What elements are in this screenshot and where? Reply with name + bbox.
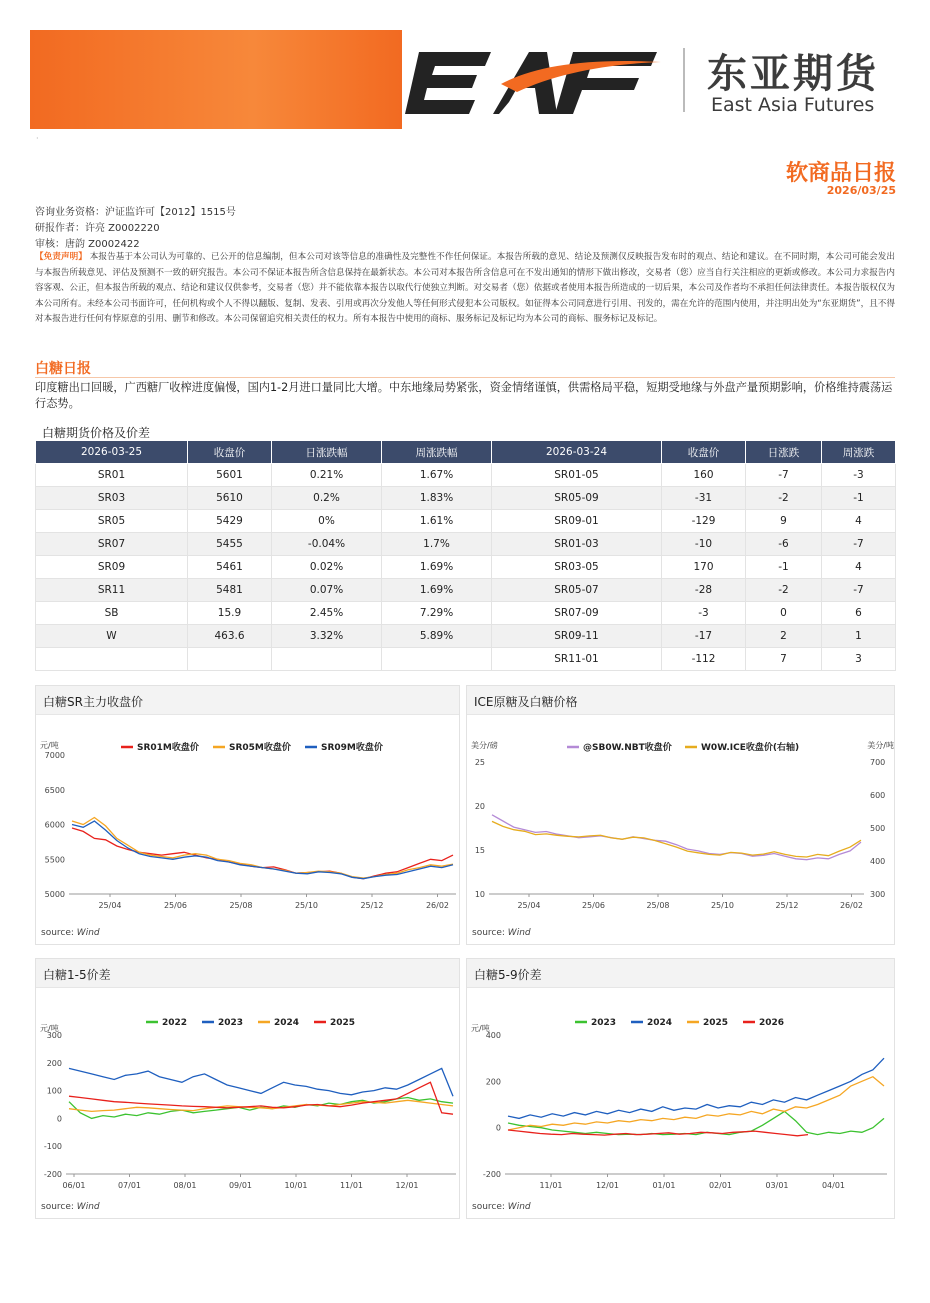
table-header-cell: 日涨跌 <box>746 441 822 464</box>
table-cell: 5.89% <box>382 625 492 648</box>
table-cell: 1.69% <box>382 579 492 602</box>
source-label: source: <box>472 928 505 938</box>
x-tick-label: 25/10 <box>710 901 735 910</box>
table-cell: SR05-07 <box>492 579 662 602</box>
chart-spread-1-5 <box>36 989 459 1195</box>
chart-spread-5-9 <box>467 989 894 1195</box>
y-tick-label: 25 <box>474 758 485 767</box>
legend-label: SR05M收盘价 <box>229 743 291 753</box>
x-tick-label: 12/01 <box>595 1181 620 1190</box>
report-date: 2026/03/25 <box>826 184 896 197</box>
table-cell: 1.83% <box>382 487 492 510</box>
table-cell: 5610 <box>188 487 272 510</box>
table-cell: 0.21% <box>272 464 382 487</box>
x-tick-label: 25/08 <box>229 901 253 910</box>
x-tick-label: 25/06 <box>163 901 188 910</box>
header-dot: · <box>36 134 39 143</box>
series-line <box>508 1058 884 1118</box>
y-tick-label: 15 <box>474 846 485 855</box>
table-cell: 170 <box>662 556 746 579</box>
logo-english-name: East Asia Futures <box>711 94 875 116</box>
table-cell: SR11-01 <box>492 648 662 671</box>
table-row <box>36 487 896 510</box>
y-tick-label: 200 <box>485 1077 501 1087</box>
x-tick-label: 25/12 <box>360 901 384 910</box>
series-line <box>69 1082 453 1114</box>
source-value: Wind <box>76 1202 100 1212</box>
source-value: Wind <box>507 1202 531 1212</box>
x-tick-label: 03/01 <box>765 1181 789 1190</box>
series-line <box>492 815 861 860</box>
legend-label: 2023 <box>218 1018 244 1028</box>
table-header-cell: 2026-03-25 <box>36 441 188 464</box>
table-cell: 1.61% <box>382 510 492 533</box>
y2-axis-unit: 美分/吨 <box>867 741 894 750</box>
table-cell: -1 <box>822 487 896 510</box>
legend-label: 2024 <box>647 1018 673 1028</box>
table-cell: 2 <box>746 625 822 648</box>
legend-label: 2024 <box>274 1018 300 1028</box>
x-tick-label: 25/12 <box>775 901 799 910</box>
x-tick-label: 25/04 <box>517 901 541 910</box>
x-tick-label: 07/01 <box>117 1181 142 1190</box>
table-cell: -3 <box>662 602 746 625</box>
source-label: source: <box>472 1202 505 1212</box>
chart-panel-spread-1-5 <box>35 958 460 1219</box>
chart-ice-raw-white <box>467 716 894 921</box>
series-line <box>492 821 861 857</box>
table-cell: 5455 <box>188 533 272 556</box>
table-cell: 3 <box>822 648 896 671</box>
y-tick-label: 0 <box>56 1114 62 1124</box>
y-tick-label: -100 <box>43 1142 62 1152</box>
table-header-cell: 收盘价 <box>188 441 272 464</box>
table-row <box>36 510 896 533</box>
chart-source <box>472 1202 531 1212</box>
chart-title: 白糖1-5价差 <box>43 968 111 982</box>
x-tick-label: 08/01 <box>173 1181 197 1190</box>
legend-label: W0W.ICE收盘价(右轴) <box>701 743 800 753</box>
chart-panel-ice <box>466 685 895 945</box>
market-summary: 印度糖出口回暖，广西糖厂收榨进度偏慢，国内1-2月进口量同比大增。中东地缘局势紧张，资金情绪谨慎，供需格局平稳，短期受地缘与外盘产量预期影响，价格维持震荡运行态势。 <box>35 381 893 410</box>
table-cell: 1.67% <box>382 464 492 487</box>
table-cell: SR01-03 <box>492 533 662 556</box>
eaf-logo-icon <box>405 44 665 116</box>
x-tick-label: 06/01 <box>62 1181 86 1190</box>
y2-tick-label: 500 <box>870 824 886 833</box>
table-cell: SR05 <box>36 510 188 533</box>
table-cell: 0% <box>272 510 382 533</box>
y-tick-label: 300 <box>46 1031 62 1040</box>
chart-title: 白糖5-9价差 <box>474 968 542 982</box>
table-row <box>36 602 896 625</box>
table-cell: SR01 <box>36 464 188 487</box>
qualification-line: 咨询业务资格：沪证监许可【2012】1515号 <box>35 207 236 218</box>
table-cell: -1 <box>746 556 822 579</box>
table-cell: 4 <box>822 510 896 533</box>
table-cell <box>188 648 272 671</box>
legend-label: @SB0W.NBT收盘价 <box>583 743 672 753</box>
logo-separator <box>683 48 685 112</box>
price-table <box>35 440 896 671</box>
section-title: 白糖日报 <box>35 361 91 377</box>
table-cell: 0.07% <box>272 579 382 602</box>
chart-source <box>41 928 100 938</box>
series-line <box>72 828 453 879</box>
table-cell: 9 <box>746 510 822 533</box>
table-cell: 6 <box>822 602 896 625</box>
y-axis-unit: 美分/磅 <box>471 741 498 750</box>
table-cell: 5461 <box>188 556 272 579</box>
series-line <box>508 1111 884 1134</box>
table-row <box>36 556 896 579</box>
legend-label: 2023 <box>591 1018 617 1028</box>
table-cell: 1 <box>822 625 896 648</box>
x-tick-label: 26/02 <box>839 901 864 910</box>
table-title: 白糖期货价格及价差 <box>42 426 151 440</box>
table-cell: SR09 <box>36 556 188 579</box>
table-cell: 1.7% <box>382 533 492 556</box>
table-header-cell: 周涨跌 <box>822 441 896 464</box>
x-tick-label: 25/04 <box>98 901 122 910</box>
table-cell: 5481 <box>188 579 272 602</box>
company-logo <box>405 42 905 122</box>
table-cell: -6 <box>746 533 822 556</box>
y-axis-unit: 元/吨 <box>40 1024 59 1033</box>
table-cell: 0 <box>746 602 822 625</box>
series-line <box>72 818 453 879</box>
y2-tick-label: 700 <box>870 758 886 767</box>
y2-tick-label: 300 <box>870 890 886 899</box>
disclaimer-text: 本报告基于本公司认为可靠的、已公开的信息编制，但本公司对该等信息的准确性及完整性不作任何保证。本报告所载的意见、结论及预测仅反映报告发布时的观点、结论和建议。在不同时期，本公司可能会发出与本报告所载意见、评估及预测不一致的研究报告。本公司不保证本报告所含信息保持在最新状态。本公司对本报告所含信息可在不发出通知的情形下做出修改，交易者（您）应当自行关注相应的更新或修改。本公司力求报告内容客观、公正，但本报告所载的观点、结论和建议仅供参考，交易者（您）并不能依靠本报告以取代行使独立判断。对交易者（您）依据或者使用本报告所造成的一切后果，本公司及作者均不承担任何法律责任。本报告版权仅为本公司所有。未经本公司书面许可，任何机构或个人不得以翻版、复制、发表、引用或再次分发他人等任何形式侵犯本公司版权。如征得本公司同意进行引用、刊发的，需在允许的范围内使用，并注明出处为“东亚期货”，且不得对本报告进行任何有悖原意的引用、删节和修改。本公司保留追究相关责任的权力。所有本报告中使用的商标、服务标记及标记均为本公司的商标、服务标记及标记。 <box>35 252 895 325</box>
y-tick-label: -200 <box>482 1170 501 1179</box>
table-cell: 5601 <box>188 464 272 487</box>
table-header-cell: 收盘价 <box>662 441 746 464</box>
disclaimer <box>35 250 895 328</box>
source-value: Wind <box>76 928 100 938</box>
x-tick-label: 09/01 <box>228 1181 253 1190</box>
table-cell: 0.2% <box>272 487 382 510</box>
table-cell: -17 <box>662 625 746 648</box>
series-line <box>508 1077 884 1130</box>
x-tick-label: 02/01 <box>708 1181 733 1190</box>
legend-label: SR09M收盘价 <box>321 743 383 753</box>
x-tick-label: 01/01 <box>652 1181 676 1190</box>
table-cell: 7.29% <box>382 602 492 625</box>
table-cell: W <box>36 625 188 648</box>
table-row <box>36 625 896 648</box>
legend-label: 2025 <box>330 1018 356 1028</box>
table-header-row <box>36 441 896 464</box>
table-cell: 3.32% <box>272 625 382 648</box>
y-tick-label: 20 <box>474 802 485 811</box>
table-cell: -7 <box>746 464 822 487</box>
table-cell: -10 <box>662 533 746 556</box>
y-tick-label: 5500 <box>44 855 65 865</box>
table-cell: 2.45% <box>272 602 382 625</box>
table-cell: SR07 <box>36 533 188 556</box>
y-tick-label: 6000 <box>44 820 65 830</box>
chart-title: 白糖SR主力收盘价 <box>43 695 143 709</box>
table-cell: 5429 <box>188 510 272 533</box>
x-tick-label: 04/01 <box>821 1181 846 1190</box>
table-row <box>36 464 896 487</box>
report-title: 软商品日报 <box>785 161 896 186</box>
table-cell: -2 <box>746 487 822 510</box>
legend-label: 2026 <box>759 1018 785 1028</box>
table-header-cell: 日涨跌幅 <box>272 441 382 464</box>
table-header-cell: 2026-03-24 <box>492 441 662 464</box>
x-tick-label: 25/06 <box>581 901 606 910</box>
y-tick-label: 10 <box>474 890 485 899</box>
table-cell: -129 <box>662 510 746 533</box>
series-line <box>69 1068 453 1096</box>
legend-label: 2022 <box>162 1018 188 1028</box>
table-cell: 15.9 <box>188 602 272 625</box>
table-cell: -0.04% <box>272 533 382 556</box>
table-cell <box>36 648 188 671</box>
table-cell: 0.02% <box>272 556 382 579</box>
table-cell: 1.69% <box>382 556 492 579</box>
table-cell: -7 <box>822 533 896 556</box>
chart-source <box>472 928 531 938</box>
table-cell: SR05-09 <box>492 487 662 510</box>
header-orange-banner <box>30 30 402 129</box>
x-tick-label: 25/08 <box>646 901 670 910</box>
reviewer-line: 审核：唐韵 Z0002422 <box>35 239 140 250</box>
chart-source <box>41 1202 100 1212</box>
table-cell: SR07-09 <box>492 602 662 625</box>
table-cell: SR09-11 <box>492 625 662 648</box>
table-cell: SR09-01 <box>492 510 662 533</box>
y-tick-label: 100 <box>46 1086 62 1096</box>
source-value: Wind <box>507 928 531 938</box>
table-row <box>36 648 896 671</box>
table-cell: SR11 <box>36 579 188 602</box>
logo-chinese-name: 东亚期货 <box>707 51 879 97</box>
chart-sr-main-close <box>36 716 459 921</box>
table-cell: -7 <box>822 579 896 602</box>
table-row <box>36 579 896 602</box>
table-cell: 7 <box>746 648 822 671</box>
source-label: source: <box>41 928 74 938</box>
table-cell: SR01-05 <box>492 464 662 487</box>
table-cell: SB <box>36 602 188 625</box>
table-cell: 4 <box>822 556 896 579</box>
section-divider <box>35 377 895 378</box>
table-cell: 463.6 <box>188 625 272 648</box>
author-line: 研报作者：许亮 Z0002220 <box>35 223 160 234</box>
table-cell: -31 <box>662 487 746 510</box>
x-tick-label: 11/01 <box>539 1181 563 1190</box>
y-tick-label: 200 <box>46 1058 62 1068</box>
x-tick-label: 12/01 <box>395 1181 419 1190</box>
chart-panel-spread-5-9 <box>466 958 895 1219</box>
legend-label: SR01M收盘价 <box>137 743 199 753</box>
y-tick-label: 400 <box>485 1031 501 1040</box>
table-cell: -2 <box>746 579 822 602</box>
y-axis-unit: 元/吨 <box>471 1024 490 1033</box>
y-tick-label: 7000 <box>44 751 65 760</box>
x-tick-label: 10/01 <box>284 1181 308 1190</box>
y-tick-label: -200 <box>43 1170 62 1179</box>
x-tick-label: 25/10 <box>294 901 319 910</box>
disclaimer-tag: 【免责声明】 <box>35 252 87 262</box>
y-axis-unit: 元/吨 <box>40 741 59 750</box>
y-tick-label: 5000 <box>44 890 65 899</box>
table-header-cell: 周涨跌幅 <box>382 441 492 464</box>
table-cell: -3 <box>822 464 896 487</box>
chart-title: ICE原糖及白糖价格 <box>474 695 578 709</box>
legend-label: 2025 <box>703 1018 729 1028</box>
y-tick-label: 0 <box>495 1123 501 1133</box>
table-row <box>36 533 896 556</box>
source-label: source: <box>41 1202 74 1212</box>
table-cell: -28 <box>662 579 746 602</box>
table-cell: SR03-05 <box>492 556 662 579</box>
table-cell: -112 <box>662 648 746 671</box>
x-tick-label: 26/02 <box>425 901 450 910</box>
series-line <box>508 1130 808 1136</box>
table-cell <box>382 648 492 671</box>
y2-tick-label: 400 <box>870 857 886 866</box>
chart-panel-sr-main <box>35 685 460 945</box>
y2-tick-label: 600 <box>870 791 886 800</box>
x-tick-label: 11/01 <box>339 1181 364 1190</box>
y-tick-label: 6500 <box>44 785 65 795</box>
table-cell: 160 <box>662 464 746 487</box>
table-cell <box>272 648 382 671</box>
table-cell: SR03 <box>36 487 188 510</box>
